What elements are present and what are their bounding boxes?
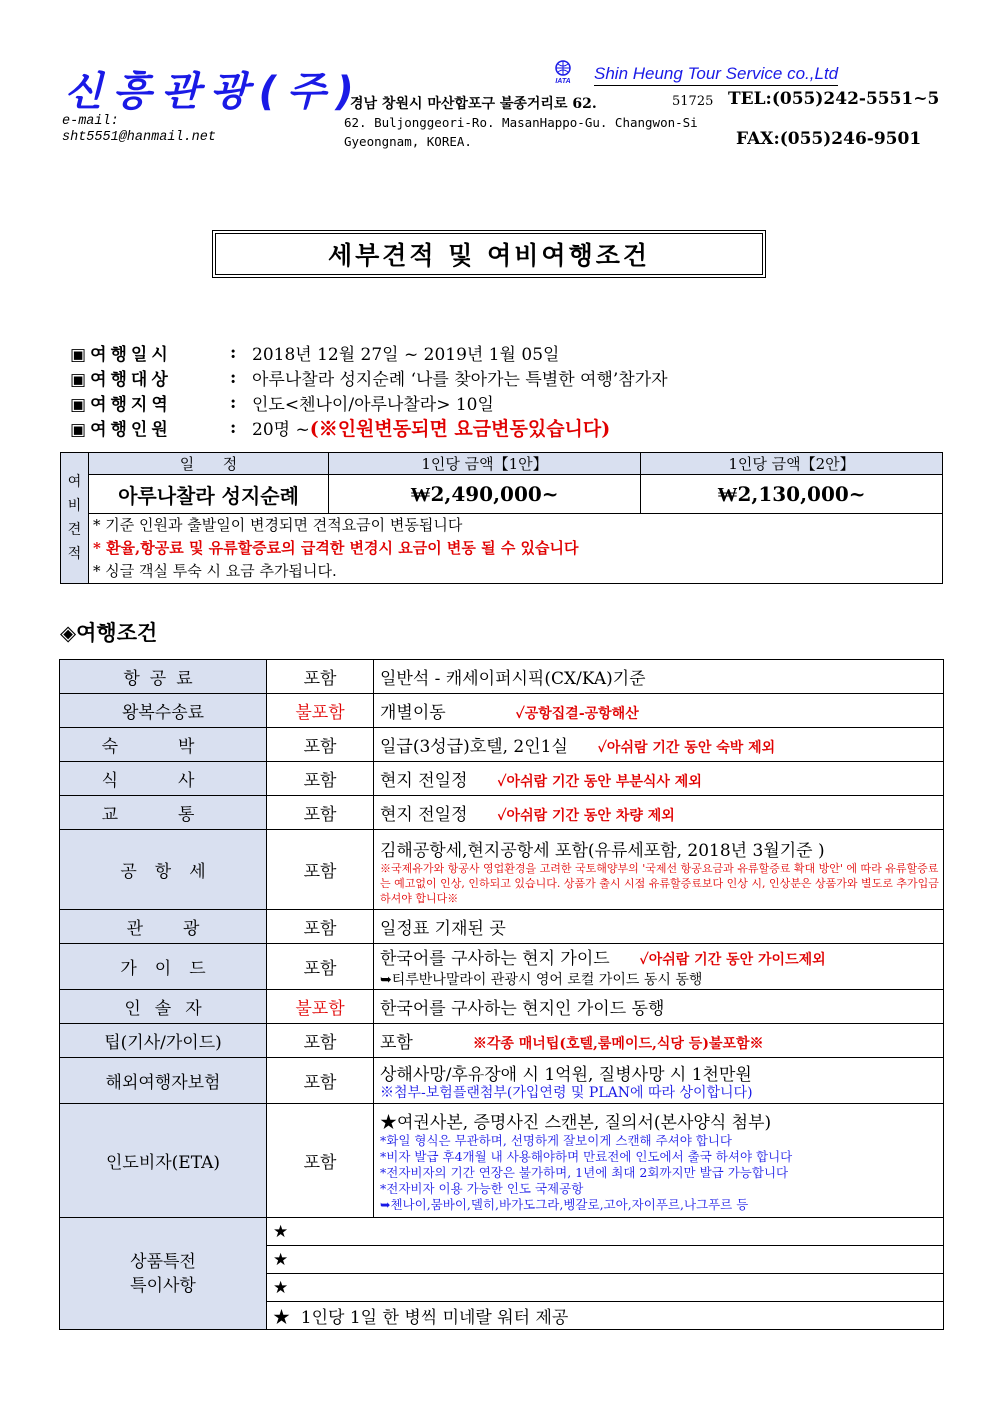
people-note: (※인원변동되면 요금변동있습니다) bbox=[309, 418, 611, 440]
bullet-icon: ▣ bbox=[70, 370, 91, 390]
email-address[interactable]: sht5551@hanmail.net bbox=[62, 130, 216, 145]
note-insurance: ※첨부-보험플랜첨부(가입연령 및 PLAN에 따라 상이합니다) bbox=[380, 1085, 753, 1101]
col-schedule: 일 정 bbox=[89, 453, 329, 475]
row-sightseeing bbox=[60, 910, 944, 944]
inc-escort: 불포함 bbox=[267, 990, 374, 1024]
note-hotel: ✓아쉬람 기간 동안 숙박 제외 bbox=[597, 740, 776, 756]
inc-guide: 포함 bbox=[267, 944, 374, 990]
desc-airfare: 일반석 - 캐세이퍼시픽(CX/KA)기준 bbox=[374, 660, 944, 694]
people-label: 여행인원 bbox=[90, 420, 172, 440]
special-item-4: ★ 1인당 1일 한 병씩 미네랄 워터 제공 bbox=[267, 1302, 944, 1330]
row-special-1 bbox=[60, 1218, 944, 1246]
info-row-target bbox=[70, 365, 930, 390]
note-visa-5: ➥첸나이,뭄바이,델히,바가도그라,벵갈로,고아,자이푸르,나그푸르 등 bbox=[380, 1197, 749, 1212]
label-meals: 식사 bbox=[60, 762, 267, 796]
email-label: e-mail: bbox=[62, 114, 119, 129]
label-special: 상품특전 특이사항 bbox=[60, 1218, 267, 1330]
inc-airfare: 포함 bbox=[267, 660, 374, 694]
note-transport: ✓아쉬람 기간 동안 차량 제외 bbox=[497, 808, 675, 824]
row-airport-tax bbox=[60, 830, 944, 910]
row-escort bbox=[60, 990, 944, 1024]
note-guide: ✓아쉬람 기간 동안 가이드제외 bbox=[639, 952, 826, 968]
label-transport: 교통 bbox=[60, 796, 267, 830]
desc-insurance: 상해사망/후유장애 시 1억원, 질병사망 시 1천만원 bbox=[380, 1065, 752, 1085]
label-tip: 팁(기사/가이드) bbox=[60, 1024, 267, 1058]
region-value: 인도<첸나이/아루나찰라> 10일 bbox=[252, 395, 494, 415]
label-transfer: 왕복수송료 bbox=[60, 694, 267, 728]
note-tip: ※각종 매너팁(호텔,룸메이드,식당 등)불포함※ bbox=[472, 1036, 764, 1052]
fax-number: FAX:(055)246-9501 bbox=[736, 129, 922, 149]
estimate-note-2: * 환율,항공료 및 유류할증료의 급격한 변경시 요금이 변동 될 수 있습니다 bbox=[93, 539, 579, 557]
col-plan1: 1인당 금액【1안】 bbox=[329, 453, 641, 475]
company-name-english: Shin Heung Tour Service co.,Ltd bbox=[594, 64, 838, 86]
note-visa-4: *전자비자 이용 가능한 인도 국제공항 bbox=[380, 1181, 584, 1196]
row-airfare bbox=[60, 660, 944, 694]
date-label: 여행일시 bbox=[90, 345, 172, 365]
estimate-note-1: * 기준 인원과 출발일이 변경되면 견적요금이 변동됩니다 bbox=[93, 516, 463, 534]
estimate-value-row bbox=[61, 475, 943, 514]
target-label: 여행대상 bbox=[90, 370, 172, 390]
address-english-line2: Gyeongnam, KOREA. bbox=[344, 134, 472, 149]
bullet-icon: ▣ bbox=[70, 345, 91, 365]
address-english-line1: 62. Buljonggeori-Ro. MasanHappo-Gu. Changwon-Si bbox=[344, 115, 698, 130]
colon: : bbox=[230, 367, 237, 388]
document-title: 세부견적 및 여비여행조건 bbox=[327, 241, 651, 270]
date-value: 2018년 12월 27일 ~ 2019년 1월 05일 bbox=[252, 345, 560, 365]
colon: : bbox=[230, 342, 237, 363]
desc-tip: 포함 bbox=[380, 1033, 413, 1053]
conditions-table bbox=[59, 659, 944, 1330]
col-plan2: 1인당 금액【2안】 bbox=[641, 453, 943, 475]
info-row-people bbox=[70, 415, 930, 440]
inc-tip: 포함 bbox=[267, 1024, 374, 1058]
note-visa-1: *화일 형식은 무관하며, 선명하게 잘보이게 스캔해 주셔야 합니다 bbox=[380, 1133, 732, 1148]
desc-escort: 한국어를 구사하는 현지인 가이드 동행 bbox=[374, 990, 944, 1024]
conditions-heading: ◈여행조건 bbox=[60, 621, 158, 645]
bullet-icon: ▣ bbox=[70, 395, 91, 415]
label-visa: 인도비자(ETA) bbox=[60, 1104, 267, 1218]
label-insurance: 해외여행자보험 bbox=[60, 1058, 267, 1104]
telephone: TEL:(055)242-5551~5 bbox=[728, 89, 940, 109]
schedule-name: 아루나찰라 성지순례 bbox=[89, 475, 329, 514]
document-title-box bbox=[212, 230, 766, 278]
region-label: 여행지역 bbox=[90, 395, 172, 415]
price-plan2: ₩2,130,000~ bbox=[641, 475, 943, 514]
estimate-notes-row bbox=[61, 514, 943, 584]
desc-transfer: 개별이동 bbox=[380, 703, 446, 723]
row-visa bbox=[60, 1104, 944, 1218]
label-escort: 인솔자 bbox=[60, 990, 267, 1024]
inc-meals: 포함 bbox=[267, 762, 374, 796]
info-row-date bbox=[70, 340, 930, 365]
row-transfer bbox=[60, 694, 944, 728]
estimate-side-label: 여 비 견 적 bbox=[61, 453, 89, 584]
label-guide: 가이드 bbox=[60, 944, 267, 990]
inc-sightseeing: 포함 bbox=[267, 910, 374, 944]
label-sightseeing: 관광 bbox=[60, 910, 267, 944]
note-airport-tax: ※국제유가와 항공사 영업환경을 고려한 국토해양부의 '국제선 항공요금과 유류할증료 확대 방안' 에 따라 유류할증료는 예고없이 인상, 인하되고 있습니다. 상품가 출시 시점 유류할증료보다 인상 시, 인상분은 상품가와 별도로 추가입금 하셔야 합니다※ bbox=[380, 861, 939, 905]
sub-guide: ➥티루반나말라이 관광시 영어 로컬 가이드 동시 동행 bbox=[380, 972, 703, 988]
address-korean: 경남 창원시 마산합포구 불종거리로 62. bbox=[350, 96, 597, 112]
bullet-icon: ▣ bbox=[70, 420, 91, 440]
note-transfer: ✓공항집결-공항해산 bbox=[515, 706, 639, 722]
inc-visa: 포함 bbox=[267, 1104, 374, 1218]
trip-info bbox=[70, 340, 930, 440]
row-guide bbox=[60, 944, 944, 990]
price-plan1: ₩2,490,000~ bbox=[329, 475, 641, 514]
inc-transport: 포함 bbox=[267, 796, 374, 830]
colon: : bbox=[230, 392, 237, 413]
inc-insurance: 포함 bbox=[267, 1058, 374, 1104]
label-hotel: 숙박 bbox=[60, 728, 267, 762]
row-hotel bbox=[60, 728, 944, 762]
company-name-korean: 신흥관광(주) bbox=[64, 69, 364, 115]
note-visa-2: *비자 발급 후4개월 내 사용해야하며 만료전에 인도에서 출국 하셔야 합니다 bbox=[380, 1149, 793, 1164]
row-meals bbox=[60, 762, 944, 796]
desc-transport: 현지 전일정 bbox=[380, 805, 468, 825]
desc-meals: 현지 전일정 bbox=[380, 771, 468, 791]
desc-guide: 한국어를 구사하는 현지 가이드 bbox=[380, 949, 610, 969]
special-item-2: ★ bbox=[267, 1246, 944, 1274]
people-value: 20명 ~ bbox=[252, 420, 310, 440]
estimate-header-row bbox=[61, 453, 943, 475]
note-meals: ✓아쉬람 기간 동안 부분식사 제외 bbox=[497, 774, 702, 790]
estimate-table bbox=[60, 452, 943, 584]
desc-visa: ★여권사본, 증명사진 스캔본, 질의서(본사양식 첨부) bbox=[380, 1113, 772, 1133]
special-item-3: ★ bbox=[267, 1274, 944, 1302]
email-block bbox=[62, 114, 216, 146]
postal-code: 51725 bbox=[672, 94, 714, 109]
target-value: 아루나찰라 성지순례 ‘나를 찾아가는 특별한 여행’참가자 bbox=[252, 370, 668, 390]
desc-airport-tax: 김해공항세,현지공항세 포함(유류세포함, 2018년 3월기준 ) bbox=[380, 840, 825, 861]
desc-sightseeing: 일정표 기재된 곳 bbox=[374, 910, 944, 944]
note-visa-3: *전자비자의 기간 연장은 불가하며, 1년에 최대 2회까지만 발급 가능합니다 bbox=[380, 1165, 789, 1180]
address-english bbox=[344, 113, 698, 151]
label-airfare: 항공료 bbox=[60, 660, 267, 694]
row-tip bbox=[60, 1024, 944, 1058]
special-item-1: ★ bbox=[267, 1218, 944, 1246]
desc-hotel: 일급(3성급)호텔, 2인1실 bbox=[380, 737, 568, 757]
iata-logo-text: IATA bbox=[555, 78, 571, 84]
info-row-region bbox=[70, 390, 930, 415]
iata-logo-icon bbox=[546, 60, 580, 84]
row-insurance bbox=[60, 1058, 944, 1104]
inc-hotel: 포함 bbox=[267, 728, 374, 762]
row-transport bbox=[60, 796, 944, 830]
colon: : bbox=[230, 417, 237, 438]
estimate-note-3: * 싱글 객실 투숙 시 요금 추가됩니다. bbox=[93, 562, 337, 580]
inc-transfer: 불포함 bbox=[267, 694, 374, 728]
label-airport-tax: 공항세 bbox=[60, 830, 267, 910]
inc-airport-tax: 포함 bbox=[267, 830, 374, 910]
